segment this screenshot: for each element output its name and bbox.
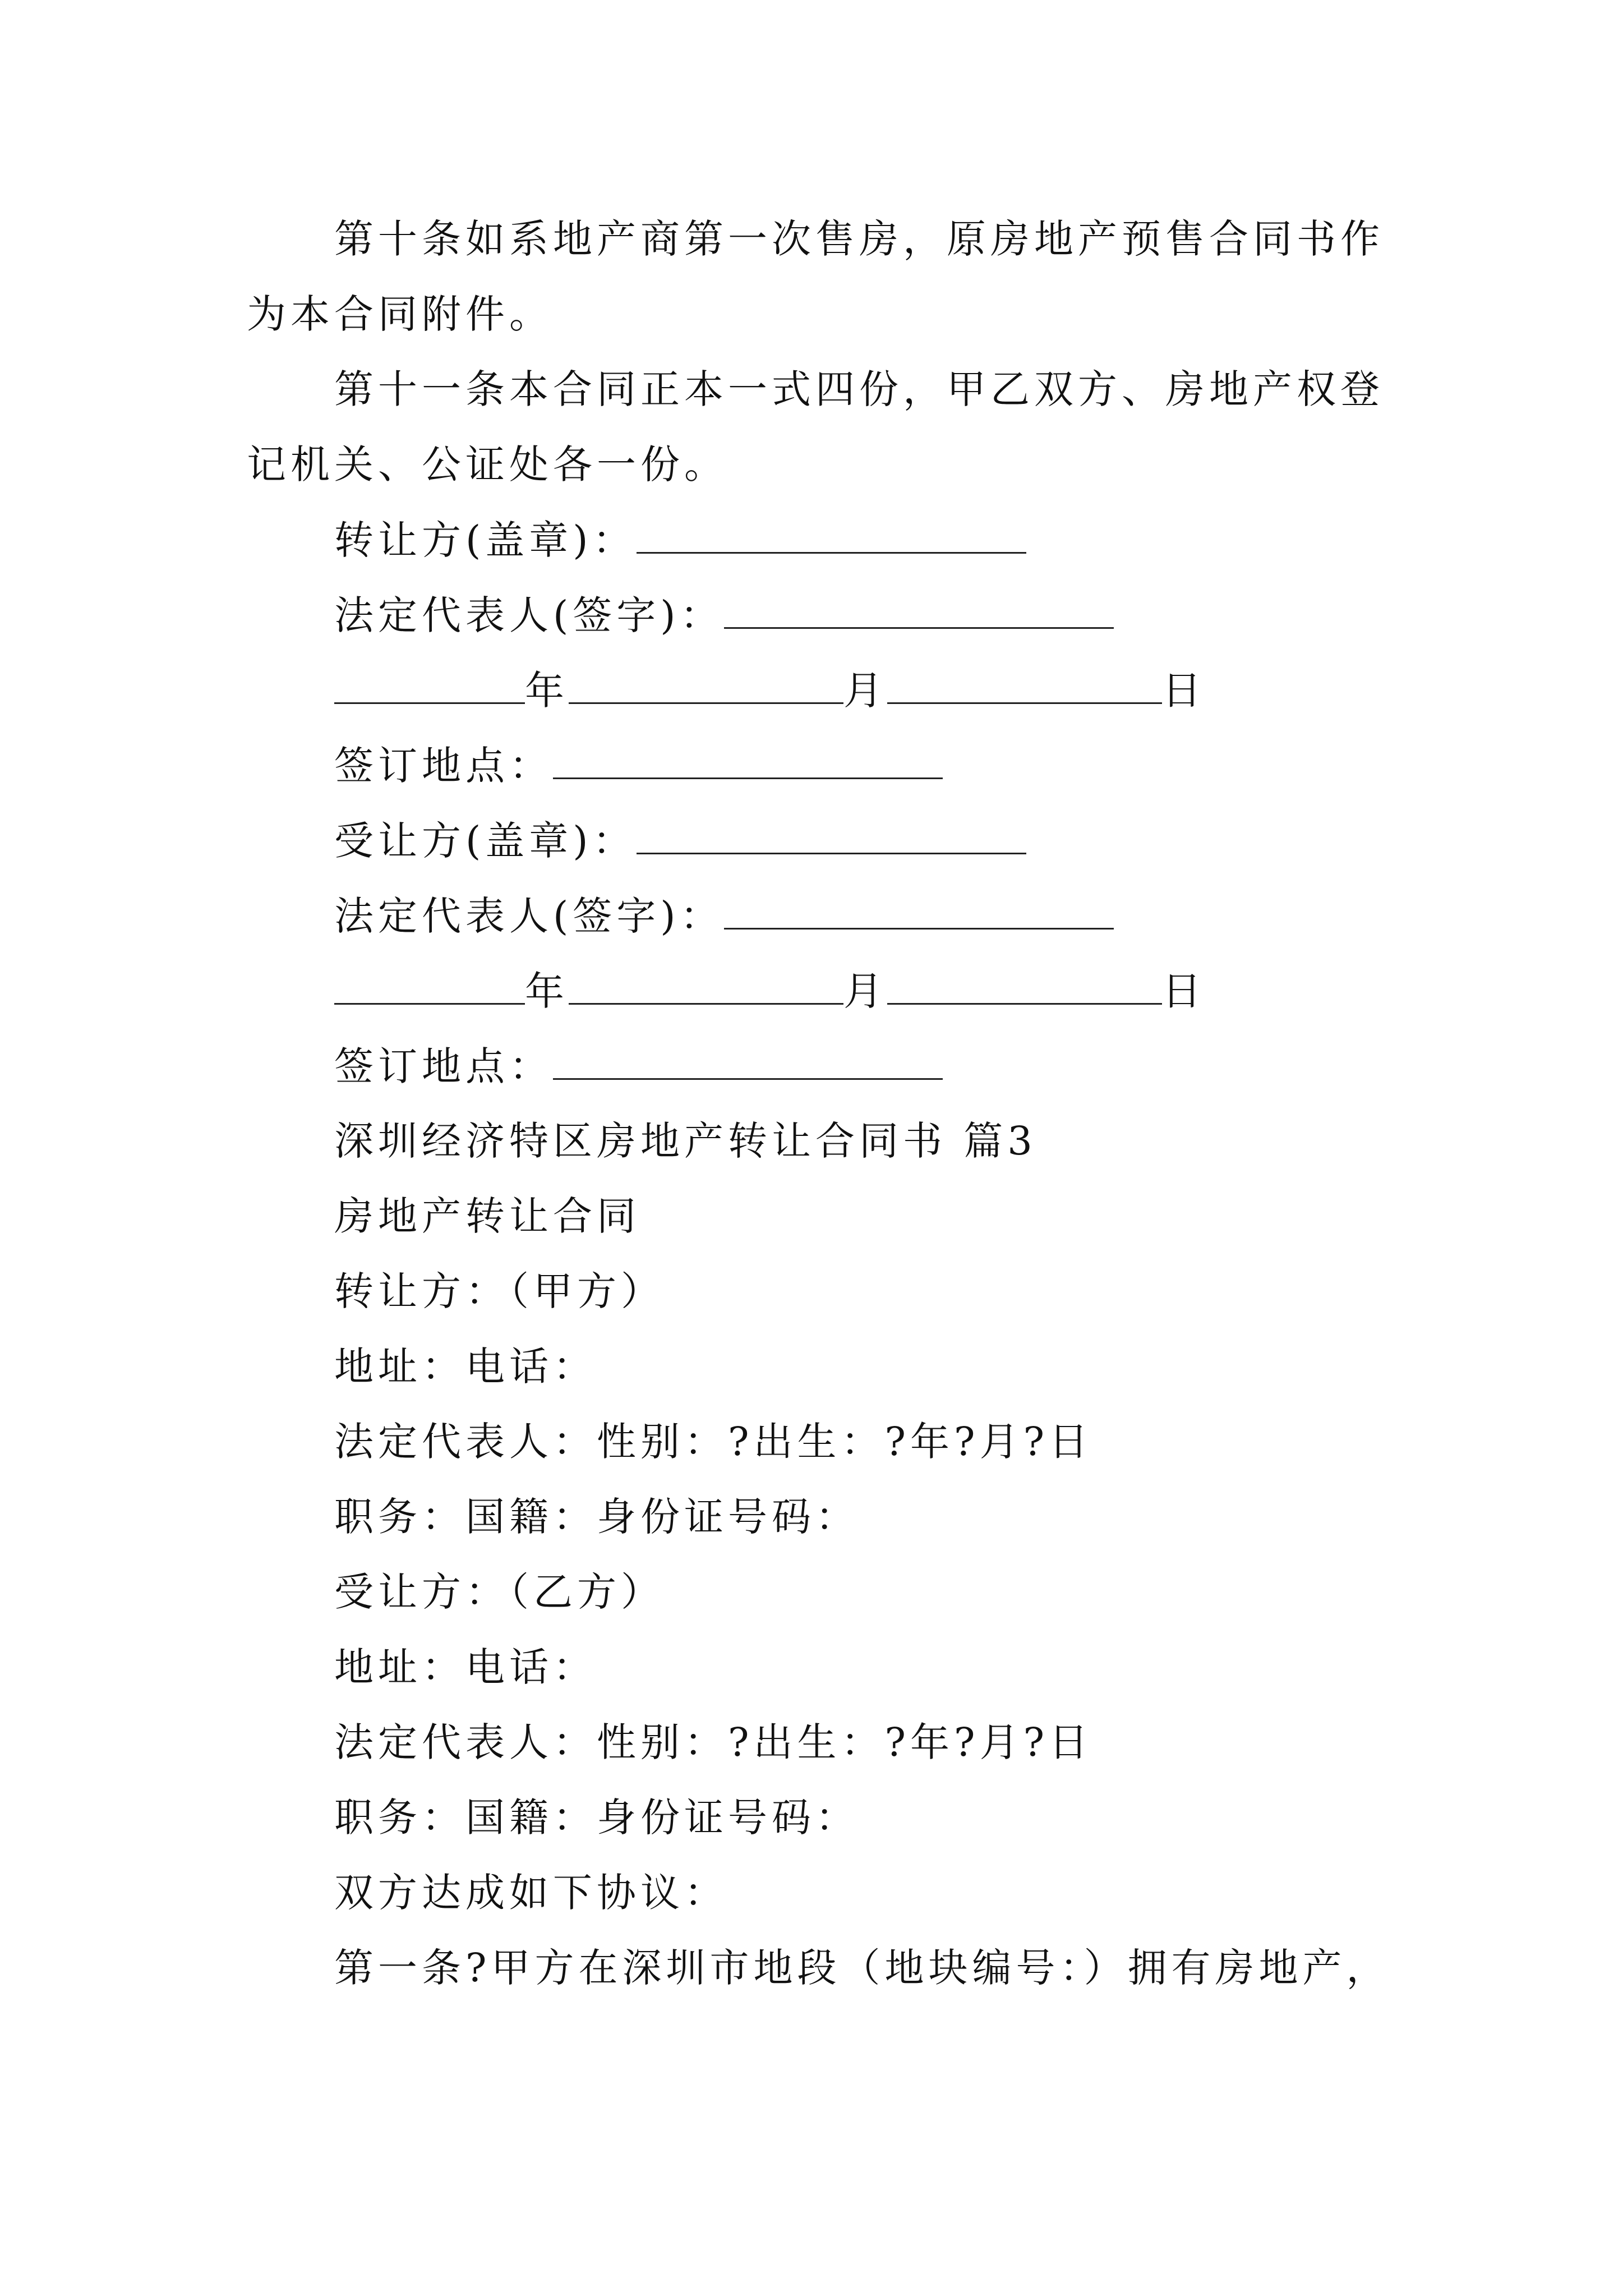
transferor-seal-line [334,513,1026,567]
transferee-place-label: 签订地点： [334,1043,553,1089]
month-label: 月 [843,968,887,1014]
party-b-job: 职务：国籍：身份证号码： [334,1795,859,1841]
transferee-place-blank[interactable] [553,1039,943,1080]
article-10-line-1: 第十条如系地产商第一次售房，原房地产预售合同书作 [334,216,1384,262]
party-b-address: 地址：电话： [334,1644,597,1690]
transferor-seal-blank[interactable] [637,513,1026,554]
day-label: 日 [1162,668,1206,714]
article-1-line: 第一条?甲方在深圳市地段（地块编号：）拥有房地产， [334,1945,1390,1991]
transferee-seal-blank[interactable] [637,813,1026,854]
transferor-place-blank[interactable] [553,738,943,779]
day-blank[interactable] [887,663,1162,704]
transferor-rep-line [334,588,1114,642]
transferee-seal-line [334,813,1026,868]
party-a-label: 转让方：（甲方） [334,1268,665,1314]
transferor-rep-label: 法定代表人(签字)： [334,592,724,638]
article-10-line-2: 为本合同附件。 [247,291,553,337]
article-11-line-1: 第十一条本合同正本一式四份，甲乙双方、房地产权登 [334,366,1384,412]
transferee-rep-blank[interactable] [724,889,1114,930]
contract-title: 房地产转让合同 [334,1193,640,1239]
party-b-label: 受让方：（乙方） [334,1569,665,1615]
party-b-rep: 法定代表人：性别：?出生：?年?月?日 [334,1719,1093,1765]
transferor-date-line [334,663,1206,717]
agreement-intro: 双方达成如下协议： [334,1870,728,1916]
year-blank[interactable] [334,663,525,704]
party-a-address: 地址：电话： [334,1343,597,1389]
transferee-seal-label: 受让方(盖章)： [334,818,637,864]
year-label: 年 [525,968,569,1014]
transferee-rep-line [334,889,1114,943]
transferor-place-line [334,738,943,793]
day-label: 日 [1162,968,1206,1014]
transferee-date-line [334,964,1206,1018]
year-blank[interactable] [334,964,525,1005]
transferor-seal-label: 转让方(盖章)： [334,517,637,563]
transferor-rep-blank[interactable] [724,588,1114,629]
transferor-place-label: 签订地点： [334,743,553,789]
month-label: 月 [843,668,887,714]
transferee-place-line [334,1039,943,1093]
transferee-rep-label: 法定代表人(签字)： [334,893,724,939]
day-blank[interactable] [887,964,1162,1005]
party-a-rep: 法定代表人：性别：?出生：?年?月?日 [334,1419,1093,1465]
year-label: 年 [525,668,569,714]
section-heading: 深圳经济特区房地产转让合同书 篇3 [334,1118,1037,1164]
party-a-job: 职务：国籍：身份证号码： [334,1494,859,1540]
month-blank[interactable] [569,964,843,1005]
article-11-line-2: 记机关、公证处各一份。 [247,441,728,487]
month-blank[interactable] [569,663,843,704]
